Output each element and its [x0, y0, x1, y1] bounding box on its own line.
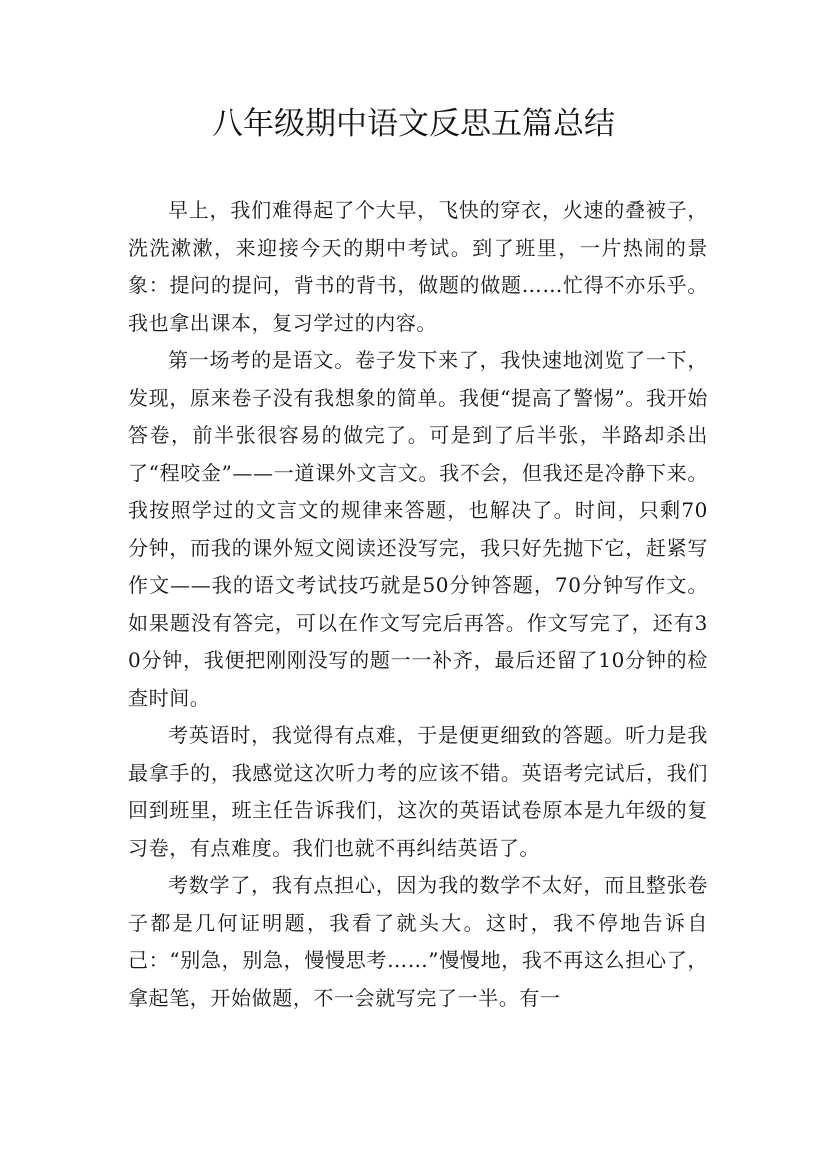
document-title: 八年级期中语文反思五篇总结	[212, 106, 615, 142]
paragraph: 早上，我们难得起了个大早，飞快的穿衣，火速的叠被子，洗洗漱漱，来迎接今天的期中考试。到了班里，一片热闹的景象：提问的提问，背书的背书，做题的做题……忙得不亦乐乎。我也拿出课本，复习学过的内容。	[128, 198, 708, 335]
document-body	[128, 192, 708, 1017]
paragraph: 考数学了，我有点担心，因为我的数学不太好，而且整张卷子都是几何证明题，我看了就头大。这时，我不停地告诉自己：“别急，别急，慢慢思考……”慢慢地，我不再这么担心了，拿起笔，开始做题，不一会就写完了一半。有一	[128, 873, 708, 1010]
paragraph: 考英语时，我觉得有点难，于是便更细致的答题。听力是我最拿手的，我感觉这次听力考的应该不错。英语考完试后，我们回到班里，班主任告诉我们，这次的英语试卷原本是九年级的复习卷，有点难度。我们也就不再纠结英语了。	[128, 723, 708, 860]
paragraph: 第一场考的是语文。卷子发下来了，我快速地浏览了一下，发现，原来卷子没有我想象的简单。我便“提高了警惕”。我开始答卷，前半张很容易的做完了。可是到了后半张，半路却杀出了“程咬金”——一道课外文言文。我不会，但我还是冷静下来。我按照学过的文言文的规律来答题，也解决了。时间，只剩70分钟，而我的课外短文阅读还没写完，我只好先抛下它，赶紧写作文——我的语文考试技巧就是50分钟答题，70分钟写作文。如果题没有答完，可以在作文写完后再答。作文写完了，还有30分钟，我便把刚刚没写的题一一补齐，最后还留了10分钟的检查时间。	[128, 348, 708, 710]
